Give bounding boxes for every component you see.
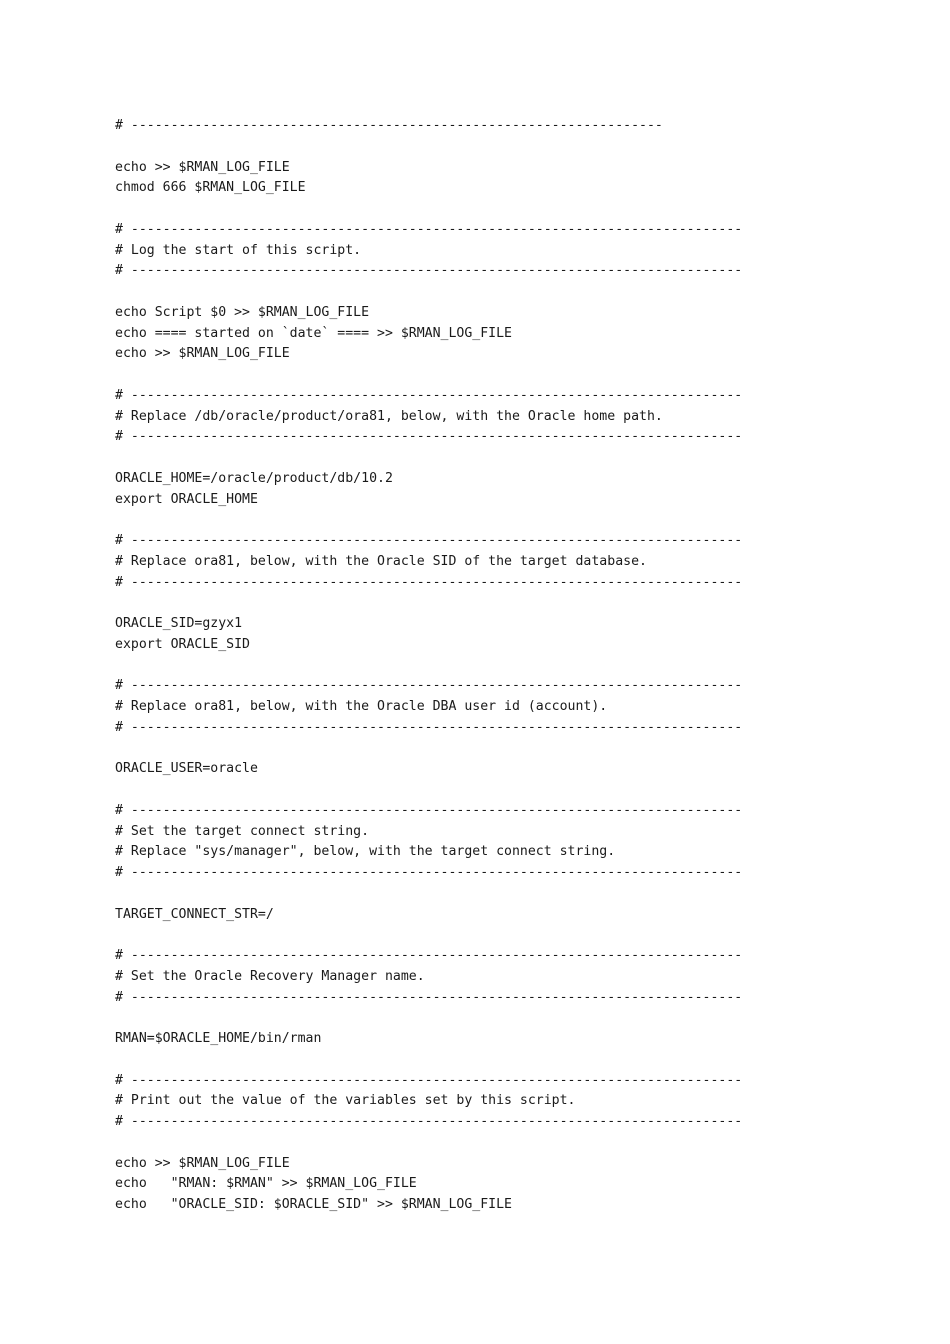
script-code-block [115,116,915,1216]
blank-line [115,593,915,614]
code-line: echo ==== started on `date` ==== >> $RMAN_LOG_FILE [115,325,512,341]
code-line: RMAN=$ORACLE_HOME/bin/rman [115,1031,322,1046]
comment-divider-line: # ----------------------------------------------------------------------------- [115,678,743,694]
blank-line [115,884,915,905]
comment-line: # Replace "sys/manager", below, with the target connect string. [115,844,616,860]
comment-line: # Replace ora81, below, with the Oracle DBA user id (account). [115,699,608,714]
comment-divider-line: # ----------------------------------------------------------------------------- [115,865,743,880]
code-line: echo >> $RMAN_LOG_FILE [115,346,290,362]
blank-line [115,137,915,158]
comment-divider-line: # ----------------------------------------------------------------------------- [115,387,743,403]
blank-line [115,1133,915,1154]
code-line: chmod 666 $RMAN_LOG_FILE [115,180,306,196]
blank-line [115,1008,915,1029]
code-line: export ORACLE_SID [115,636,250,652]
blank-line [115,780,915,801]
comment-line: # Set the Oracle Recovery Manager name. [115,968,425,984]
blank-line [115,1050,915,1071]
comment-line: # Set the target connect string. [115,823,370,839]
comment-divider-line: # ------------------------------------------------------------------- [115,118,663,133]
comment-divider-line: # ----------------------------------------------------------------------------- [115,574,743,590]
comment-divider-line: # ----------------------------------------------------------------------------- [115,429,743,445]
comment-line: # Replace /db/oracle/product/ora81, below, with the Oracle home path. [115,408,663,424]
code-line: echo >> $RMAN_LOG_FILE [115,1155,290,1171]
code-line: ORACLE_USER=oracle [115,761,258,777]
comment-line: # Print out the value of the variables set by this script. [115,1093,576,1109]
code-line: ORACLE_SID=gzyx1 [115,616,243,631]
blank-line [115,656,915,677]
code-line: echo "RMAN: $RMAN" >> $RMAN_LOG_FILE [115,1176,417,1192]
blank-line [115,282,915,303]
blank-line [115,448,915,469]
blank-line [115,925,915,946]
code-line: export ORACLE_HOME [115,491,258,507]
blank-line [115,365,915,386]
code-line: echo "ORACLE_SID: $ORACLE_SID" >> $RMAN_LOG_FILE [115,1197,512,1212]
comment-divider-line: # ----------------------------------------------------------------------------- [115,221,743,237]
blank-line [115,199,915,220]
comment-divider-line: # ----------------------------------------------------------------------------- [115,1072,743,1088]
code-line: ORACLE_HOME=/oracle/product/db/10.2 [115,470,393,486]
code-line: echo Script $0 >> $RMAN_LOG_FILE [115,304,370,320]
comment-divider-line: # ----------------------------------------------------------------------------- [115,1114,743,1129]
comment-line: # Log the start of this script. [115,242,362,258]
code-line: TARGET_CONNECT_STR=/ [115,906,274,922]
comment-divider-line: # ----------------------------------------------------------------------------- [115,263,743,279]
comment-divider-line: # ----------------------------------------------------------------------------- [115,719,743,735]
comment-divider-line: # ----------------------------------------------------------------------------- [115,802,743,818]
comment-divider-line: # ----------------------------------------------------------------------------- [115,533,743,548]
comment-divider-line: # ----------------------------------------------------------------------------- [115,989,743,1005]
comment-divider-line: # ----------------------------------------------------------------------------- [115,948,743,963]
blank-line [115,510,915,531]
comment-line: # Replace ora81, below, with the Oracle SID of the target database. [115,553,647,569]
code-line: echo >> $RMAN_LOG_FILE [115,159,290,175]
blank-line [115,739,915,760]
